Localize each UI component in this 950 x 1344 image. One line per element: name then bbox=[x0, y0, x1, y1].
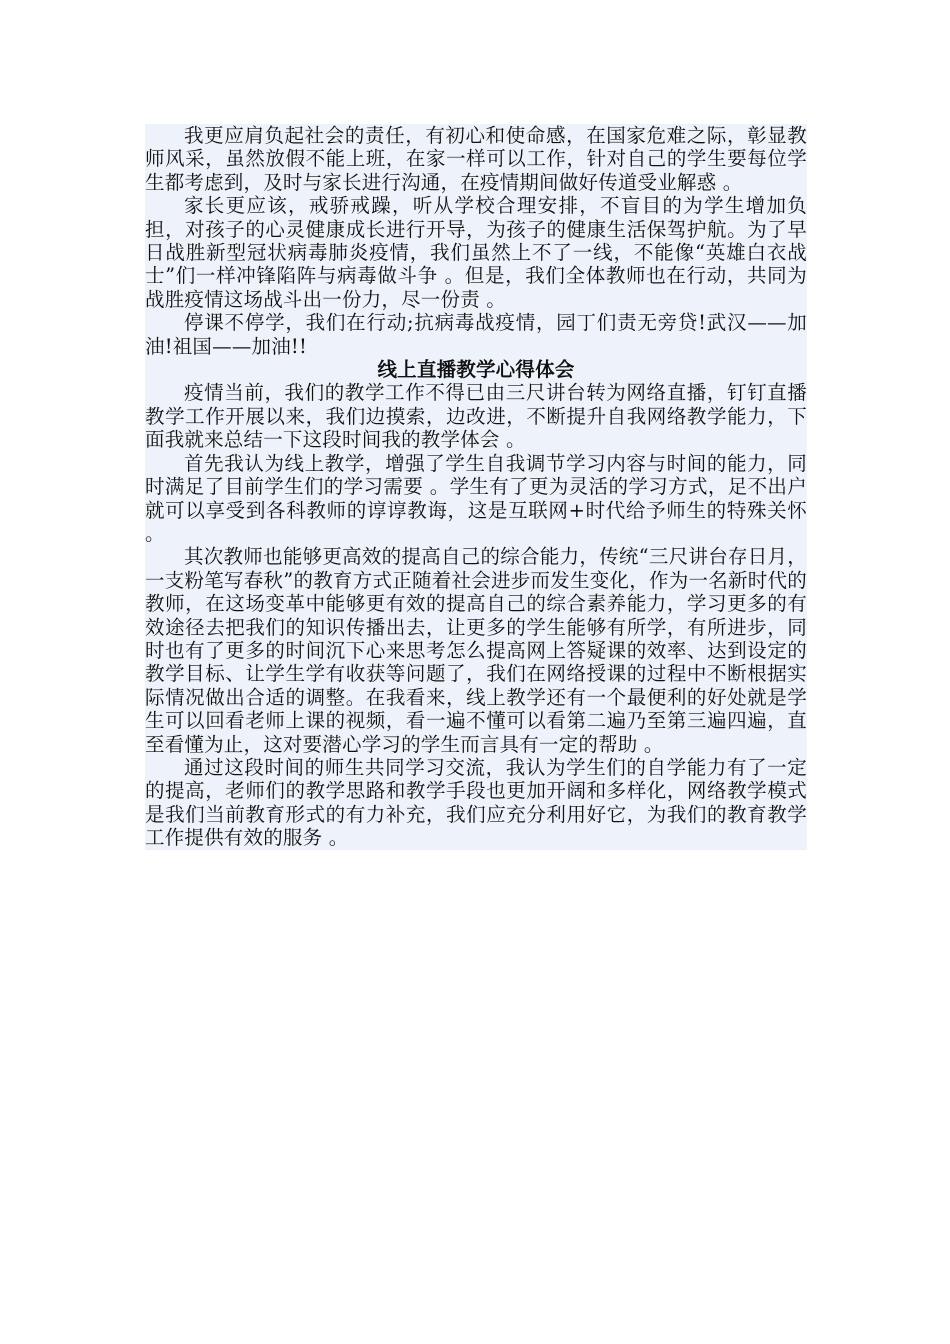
paragraph: 我更应肩负起社会的责任，有初心和使命感，在国家危难之际，彰显教师风采，虽然放假不能上班，在家一样可以工作，针对自己的学生要每位学生都考虑到，及时与家长进行沟通，在疫情期间做好传道受业解惑 。 bbox=[145, 124, 807, 194]
document-body bbox=[145, 124, 807, 850]
paragraph: 其次教师也能够更高效的提高自己的综合能力，传统“三尺讲台存日月，一支粉笔写春秋”的教育方式正随着社会进步而发生变化，作为一名新时代的教师，在这场变革中能够更有效的提高自己的综合素养能力，学习更多的有效途径去把我们的知识传播出去，让更多的学生能够有所学，有所进步，同时也有了更多的时间沉下心来思考怎么提高网上答疑课的效率、达到设定的教学目标、让学生学有收获等问题了，我们在网络授课的过程中不断根据实际情况做出合适的调整。在我看来，线上教学还有一个最便利的好处就是学生可以回看老师上课的视频，看一遍不懂可以看第二遍乃至第三遍四遍，直至看懂为止，这对要潜心学习的学生而言具有一定的帮助 。 bbox=[145, 545, 807, 756]
paragraph: 家长更应该，戒骄戒躁，听从学校合理安排，不盲目的为学生增加负担，对孩子的心灵健康成长进行开导，为孩子的健康生活保驾护航。为了早日战胜新型冠状病毒肺炎疫情，我们虽然上不了一线，不能像“英雄白衣战士”们一样冲锋陷阵与病毒做斗争 。但是，我们全体教师也在行动，共同为战胜疫情这场战斗出一份力，尽一份责 。 bbox=[145, 194, 807, 311]
paragraph: 疫情当前，我们的教学工作不得已由三尺讲台转为网络直播，钉钉直播教学工作开展以来，我们边摸索，边改进，不断提升自我网络教学能力，下面我就来总结一下这段时间我的教学体会 。 bbox=[145, 381, 807, 452]
paragraph: 首先我认为线上教学，增强了学生自我调节学习内容与时间的能力，同时满足了目前学生们的学习需要 。学生有了更为灵活的学习方式，足不出户就可以享受到各科教师的谆谆教诲，这是互联网+时代给予师生的特殊关怀 。 bbox=[145, 451, 807, 545]
paragraph: 停课不停学，我们在行动;抗病毒战疫情，园丁们责无旁贷!武汉——加油!祖国——加油!! bbox=[145, 311, 807, 358]
section-heading: 线上直播教学心得体会 bbox=[377, 358, 575, 382]
paragraph: 通过这段时间的师生共同学习交流，我认为学生们的自学能力有了一定的提高，老师们的教学思路和教学手段也更加开阔和多样化，网络教学模式是我们当前教育形式的有力补充，我们应充分利用好它，为我们的教育教学工作提供有效的服务 。 bbox=[145, 755, 807, 850]
